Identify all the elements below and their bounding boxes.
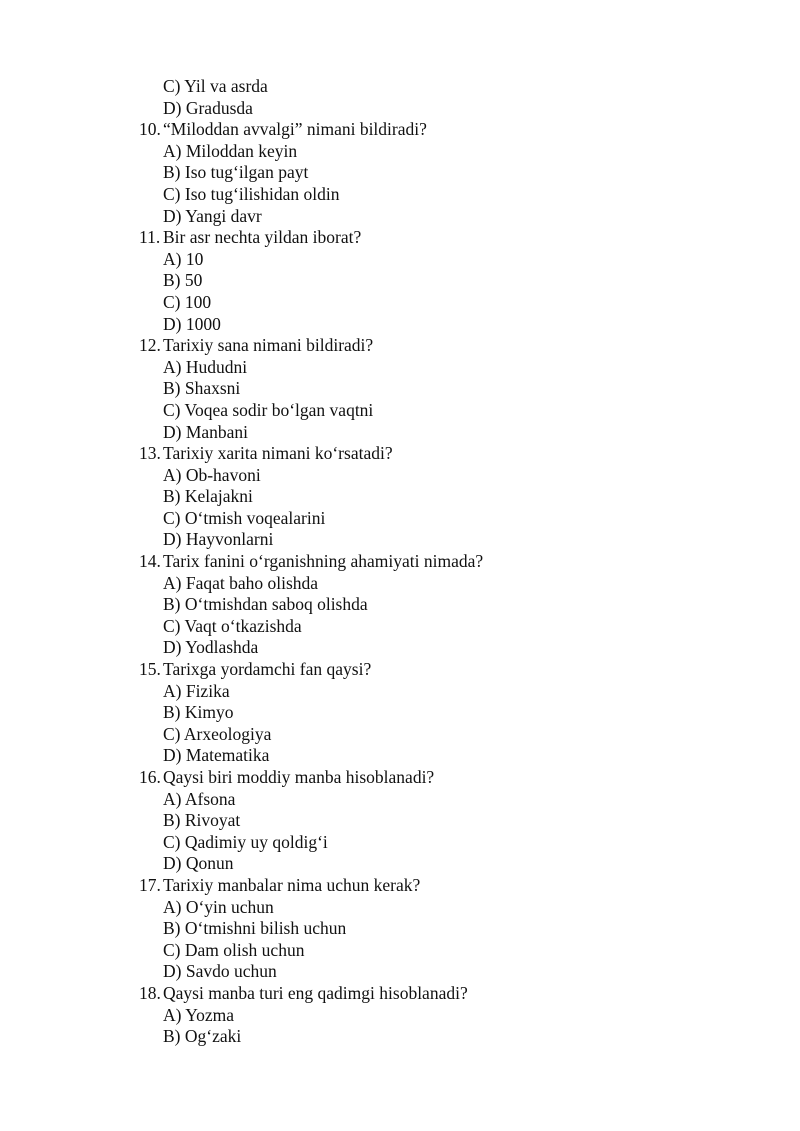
option-line: A) Hududni (163, 356, 248, 377)
document-page (0, 76, 800, 1048)
option-line: B) Kelajakni (163, 486, 253, 507)
question-text: Tarixiy manbalar nima uchun kerak? (163, 874, 421, 895)
option-line: C) Yil va asrda (163, 76, 268, 96)
question-text: Bir asr nechta yildan iborat? (163, 227, 362, 248)
question-number: 18. (139, 982, 161, 1003)
option-line: D) Yodlashda (163, 637, 259, 658)
option-line: D) Gradusda (163, 97, 253, 118)
option-line: A) Ob-havoni (163, 464, 261, 485)
option-line: C) Voqea sodir bo‘lgan vaqtni (163, 399, 374, 420)
question-number: 14. (139, 551, 161, 572)
option-line: B) Iso tug‘ilgan payt (163, 162, 309, 183)
option-line: D) Hayvonlarni (163, 529, 274, 550)
option-line: B) Shaxsni (163, 378, 241, 399)
question-line (0, 659, 800, 681)
option-line: A) Afsona (163, 788, 236, 809)
question-line (0, 767, 800, 789)
option-line: B) Kimyo (163, 702, 234, 723)
option-line: D) Manbani (163, 421, 249, 442)
question-text: Tarixiy xarita nimani ko‘rsatadi? (163, 443, 393, 464)
option-line: B) O‘tmishdan saboq olishda (163, 594, 368, 615)
option-line: A) Yozma (163, 1004, 234, 1025)
option-line: C) O‘tmish voqealarini (163, 507, 326, 528)
question-text: Tarixga yordamchi fan qaysi? (163, 659, 372, 680)
option-line: C) Dam olish uchun (163, 939, 305, 960)
option-line: D) Yangi davr (163, 205, 262, 226)
question-number: 17. (139, 874, 161, 895)
question-number: 15. (139, 659, 161, 680)
option-line: A) Miloddan keyin (163, 140, 298, 161)
option-line: C) Qadimiy uy qoldig‘i (163, 831, 328, 852)
question-line (0, 119, 800, 141)
question-line (0, 227, 800, 249)
option-line: A) Faqat baho olishda (163, 572, 319, 593)
option-line: B) Og‘zaki (163, 1026, 242, 1047)
question-number: 12. (139, 335, 161, 356)
option-line: C) Arxeologiya (163, 723, 272, 744)
option-line: D) Matematika (163, 745, 270, 766)
question-line (0, 443, 800, 465)
question-line (0, 551, 800, 573)
question-number: 13. (139, 443, 161, 464)
question-line (0, 335, 800, 357)
option-line: B) O‘tmishni bilish uchun (163, 918, 347, 939)
question-number: 11. (139, 227, 161, 248)
option-line: C) Iso tug‘ilishidan oldin (163, 183, 340, 204)
question-text: Tarixiy sana nimani bildiradi? (163, 335, 374, 356)
option-line: B) 50 (163, 270, 203, 291)
option-line: B) Rivoyat (163, 810, 241, 831)
question-line (0, 875, 800, 897)
question-number: 10. (139, 119, 161, 140)
option-line: C) Vaqt o‘tkazishda (163, 615, 302, 636)
option-line: A) O‘yin uchun (163, 896, 274, 917)
question-line (0, 983, 800, 1005)
option-line: D) Qonun (163, 853, 234, 874)
question-number: 16. (139, 767, 161, 787)
question-text: “Miloddan avvalgi” nimani bildiradi? (163, 119, 427, 140)
question-text: Tarix fanini o‘rganishning ahamiyati nimada? (163, 551, 484, 572)
option-line: C) 100 (163, 291, 212, 312)
question-text: Qaysi manba turi eng qadimgi hisoblanadi? (163, 982, 468, 1003)
question-text: Qaysi biri moddiy manba hisoblanadi? (163, 767, 435, 787)
option-line: A) Fizika (163, 680, 230, 701)
option-line: A) 10 (163, 248, 204, 269)
option-line: D) 1000 (163, 313, 221, 334)
option-line: D) Savdo uchun (163, 961, 277, 982)
